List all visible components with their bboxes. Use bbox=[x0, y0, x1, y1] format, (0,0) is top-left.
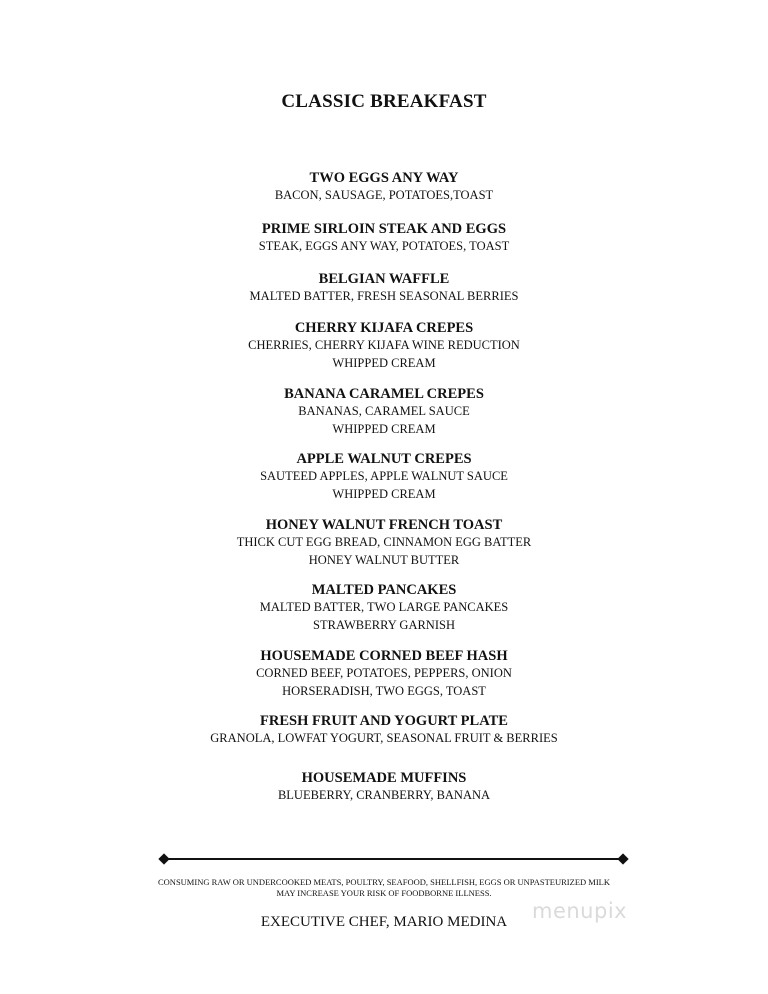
menu-item bbox=[0, 319, 768, 372]
item-name: HOUSEMADE CORNED BEEF HASH bbox=[260, 648, 508, 664]
menu-item bbox=[0, 581, 768, 634]
item-description: WHIPPED CREAM bbox=[332, 486, 436, 501]
item-name: PRIME SIRLOIN STEAK AND EGGS bbox=[261, 221, 507, 237]
item-description: THICK CUT EGG BREAD, CINNAMON EGG BATTER bbox=[236, 535, 532, 549]
item-name: CHERRY KIJAFA CREPES bbox=[294, 320, 474, 336]
menu-item bbox=[0, 647, 768, 700]
divider-diamond-left bbox=[158, 853, 169, 864]
item-name: TWO EGGS ANY WAY bbox=[309, 170, 459, 186]
menu-item bbox=[0, 516, 768, 569]
menu-item bbox=[0, 769, 768, 805]
divider-diamond-right bbox=[617, 853, 628, 864]
item-description: BACON, SAUSAGE, POTATOES,TOAST bbox=[274, 188, 494, 202]
item-name: BELGIAN WAFFLE bbox=[318, 271, 450, 287]
item-name: BANANA CARAMEL CREPES bbox=[284, 386, 484, 402]
item-description: STEAK, EGGS ANY WAY, POTATOES, TOAST bbox=[258, 239, 510, 253]
executive-chef: EXECUTIVE CHEF, MARIO MEDINA bbox=[260, 914, 508, 930]
divider-line bbox=[163, 858, 627, 860]
item-name: APPLE WALNUT CREPES bbox=[296, 451, 472, 467]
item-description: BLUEBERRY, CRANBERRY, BANANA bbox=[277, 788, 491, 802]
item-description: GRANOLA, LOWFAT YOGURT, SEASONAL FRUIT & BERRIES bbox=[210, 731, 558, 745]
item-name: HOUSEMADE MUFFINS bbox=[301, 770, 467, 786]
item-description: STRAWBERRY GARNISH bbox=[313, 617, 455, 632]
menu-item bbox=[0, 220, 768, 256]
item-description: WHIPPED CREAM bbox=[332, 355, 436, 370]
item-description: CHERRIES, CHERRY KIJAFA WINE REDUCTION bbox=[248, 338, 520, 352]
menupix-watermark: menupix bbox=[532, 899, 628, 923]
food-safety-disclaimer bbox=[0, 877, 768, 899]
disclaimer-line: MAY INCREASE YOUR RISK OF FOODBORNE ILLNESS. bbox=[276, 888, 492, 898]
menu-title: CLASSIC BREAKFAST bbox=[281, 91, 487, 112]
item-name: FRESH FRUIT AND YOGURT PLATE bbox=[260, 713, 508, 729]
disclaimer-line: CONSUMING RAW OR UNDERCOOKED MEATS, POULTRY, SEAFOOD, SHELLFISH, EGGS OR UNPASTEURIZED MILK bbox=[158, 877, 610, 887]
item-description: WHIPPED CREAM bbox=[332, 421, 436, 436]
item-description: HONEY WALNUT BUTTER bbox=[308, 552, 460, 567]
menu-item bbox=[0, 450, 768, 503]
menu-item bbox=[0, 712, 768, 748]
item-name: HONEY WALNUT FRENCH TOAST bbox=[265, 517, 503, 533]
item-description: MALTED BATTER, TWO LARGE PANCAKES bbox=[259, 600, 509, 614]
item-description: CORNED BEEF, POTATOES, PEPPERS, ONION bbox=[256, 666, 512, 680]
item-description: MALTED BATTER, FRESH SEASONAL BERRIES bbox=[249, 289, 519, 303]
menu-item bbox=[0, 169, 768, 205]
item-description: BANANAS, CARAMEL SAUCE bbox=[298, 404, 470, 418]
item-description: SAUTEED APPLES, APPLE WALNUT SAUCE bbox=[260, 469, 508, 483]
menu-item bbox=[0, 385, 768, 438]
item-description: HORSERADISH, TWO EGGS, TOAST bbox=[282, 683, 486, 698]
menu-item bbox=[0, 270, 768, 306]
item-name: MALTED PANCAKES bbox=[311, 582, 457, 598]
